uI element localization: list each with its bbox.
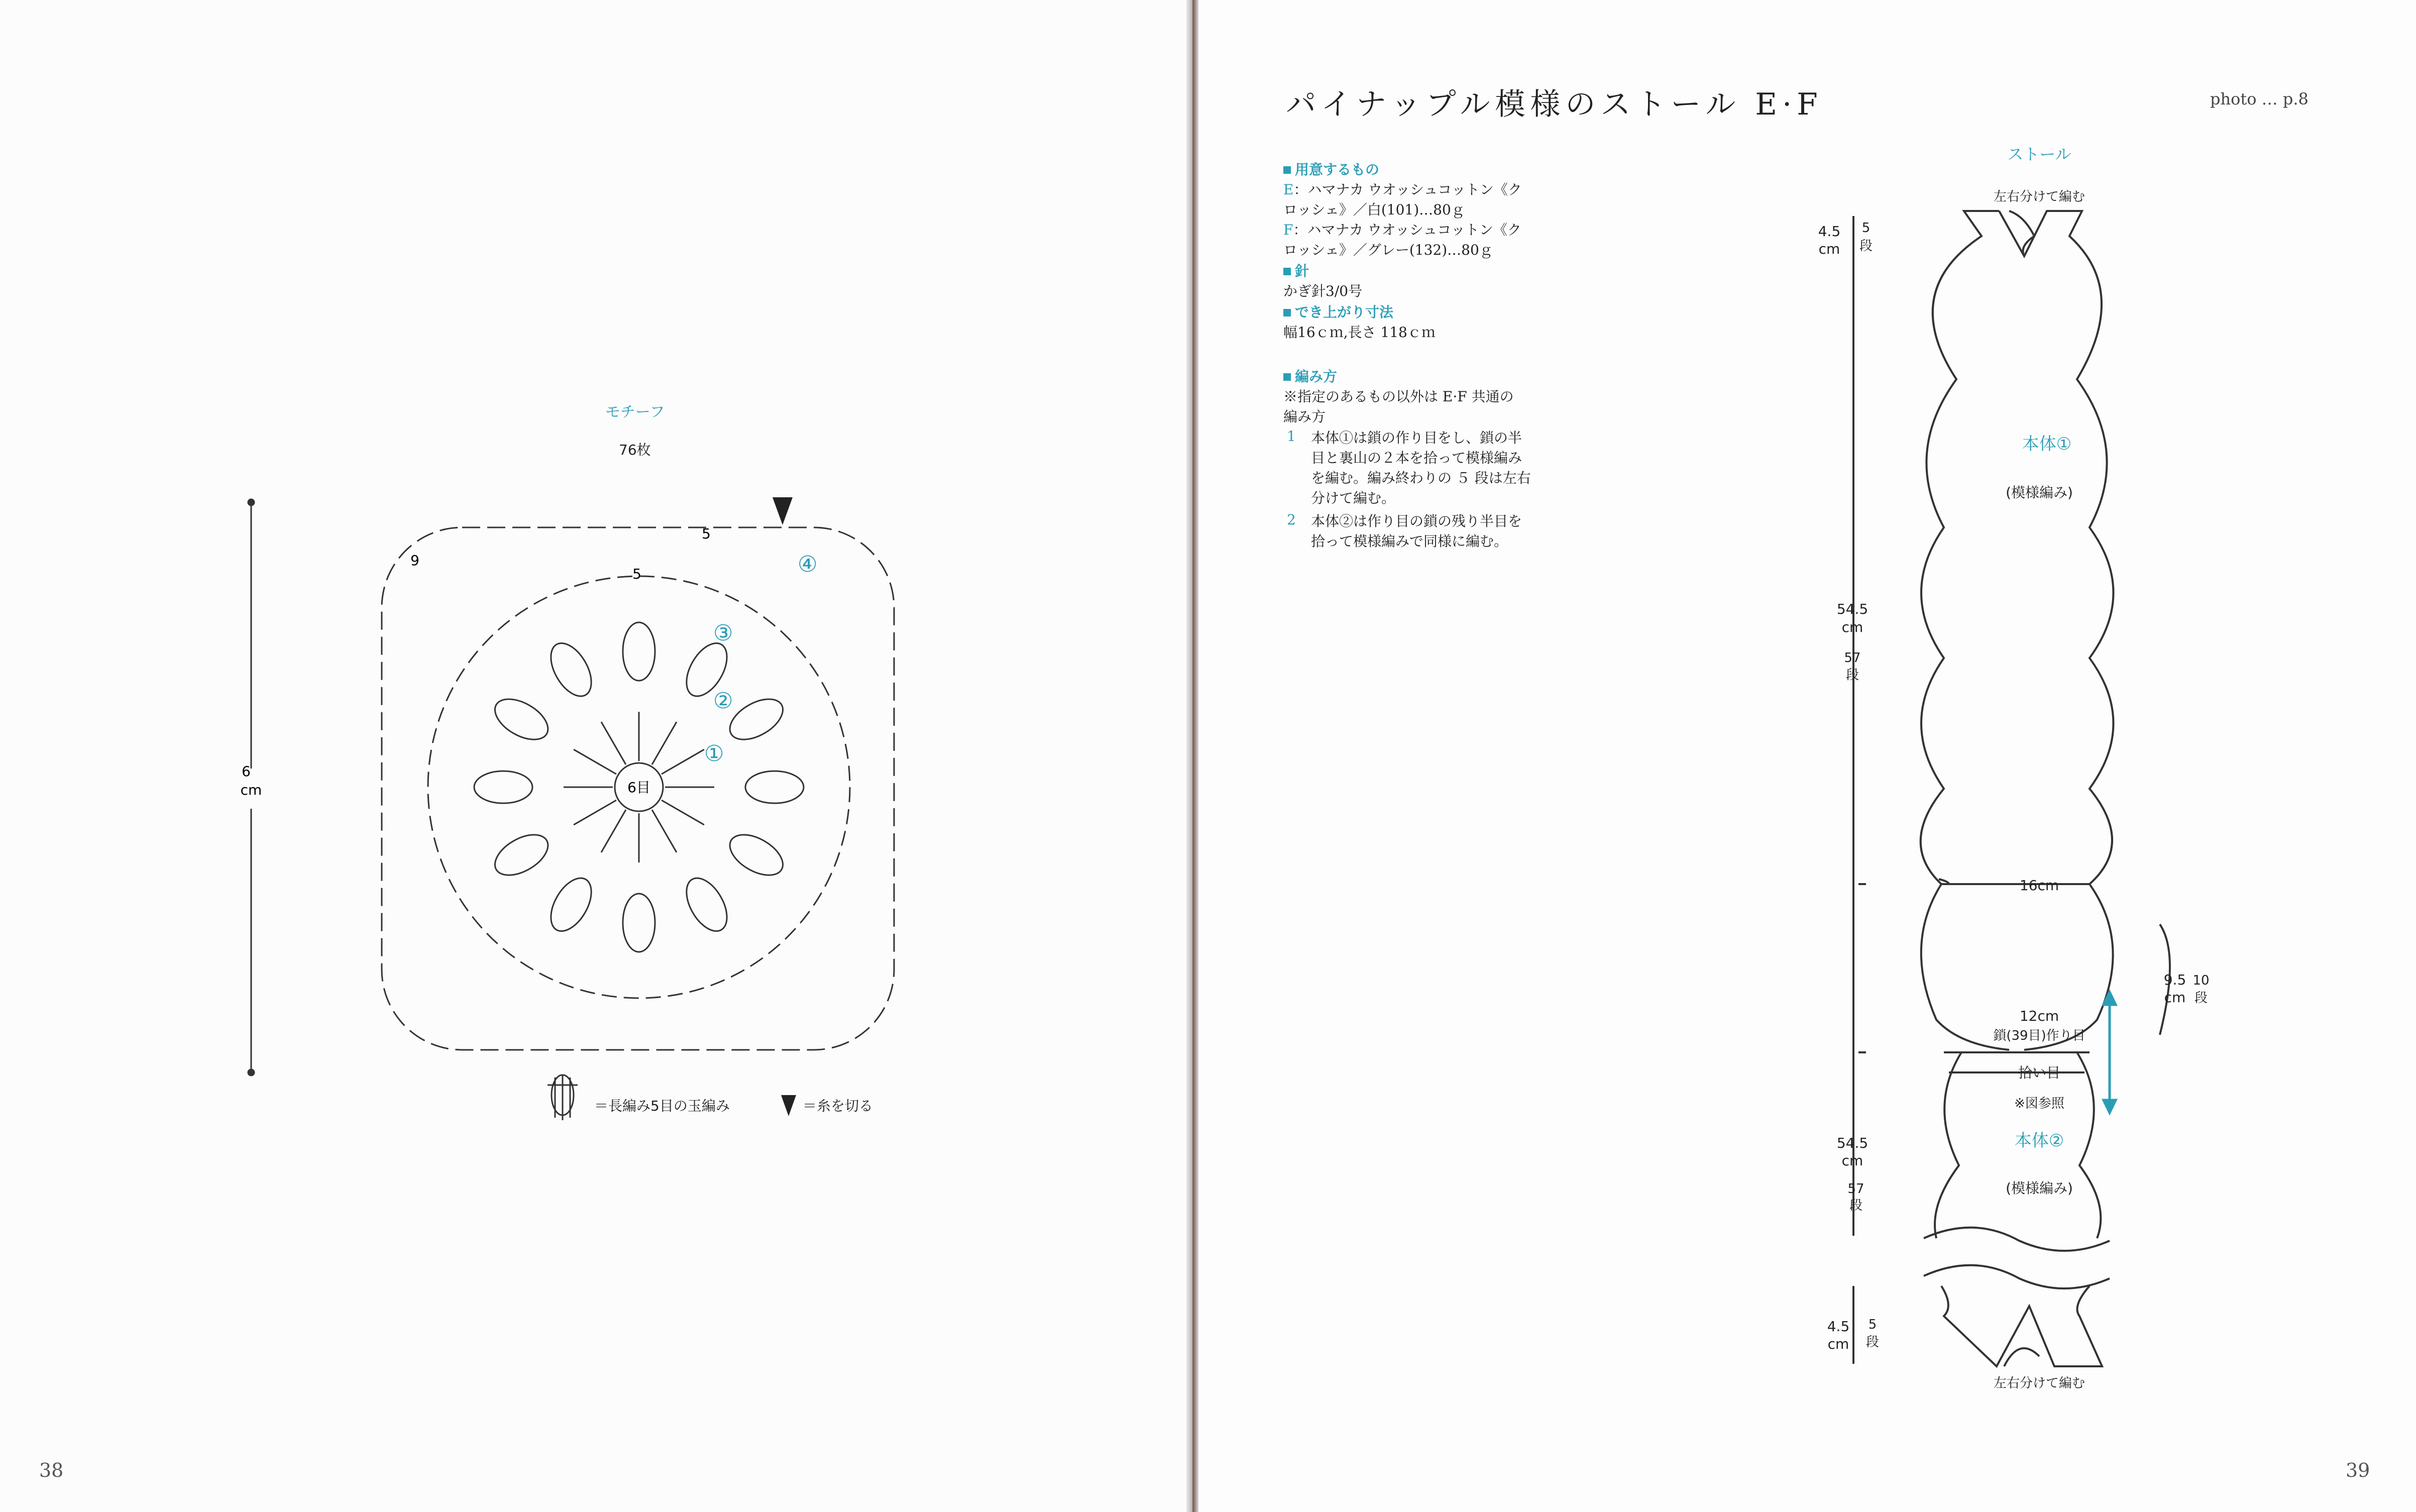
body1-label: 本体① [2022, 434, 2072, 454]
material-e-text: ：ハマナカ ウオッシュコットン《ク [1293, 181, 1522, 198]
body2-pattern: (模様編み) [2006, 1180, 2073, 1197]
page-number-right: 39 [2346, 1459, 2370, 1481]
center-stitch-count: 6目 [627, 779, 650, 796]
top-split-label: 左右分けて編む [1993, 189, 2085, 204]
round-marker-3: ③ [713, 620, 733, 646]
stole-bottom-outline [1941, 1286, 2102, 1366]
top-dim-rows: 5 [1861, 221, 1871, 236]
top-dim-rows-unit: 段 [1859, 239, 1873, 254]
method-note-1: ※指定のあるもの以外は E·F 共通の [1283, 388, 1514, 405]
bottom-dim-rows-unit: 段 [1865, 1335, 1880, 1350]
size-heading-text: でき上がり寸法 [1295, 304, 1394, 320]
stole-break-wave [1924, 1228, 2110, 1251]
bottom-dim-value: 4.5 [1827, 1318, 1850, 1335]
title-text: パイナップル模様のストール [1286, 87, 1741, 122]
step-2-number: 2 [1287, 511, 1296, 528]
materials-line-2: ロッシェ》／白(101)…80ｇ [1283, 201, 1465, 218]
material-e-key: E [1283, 181, 1294, 198]
materials-line-4: ロッシェ》／グレー(132)…80ｇ [1283, 242, 1493, 258]
stole-break-wave-2 [1924, 1265, 2110, 1288]
bottom-dim-unit: cm [1827, 1336, 1849, 1352]
low-dim-rows-unit: 段 [1849, 1198, 1863, 1213]
step-2-line-2: 拾って模様編みで同様に編む。 [1311, 533, 1508, 550]
needle-text: かぎ針3/0号 [1283, 283, 1363, 299]
needle-heading-text: 針 [1295, 263, 1309, 279]
body2-label: 本体② [2014, 1131, 2064, 1151]
round-marker-1: ① [704, 741, 724, 767]
motif-heading: モチーフ [605, 403, 665, 421]
page-number-left: 38 [39, 1459, 64, 1481]
top-dim-unit: cm [1818, 241, 1840, 257]
round-marker-4: ④ [798, 552, 818, 577]
body1-pattern: (模様編み) [2006, 484, 2073, 501]
title-suffix: E·F [1755, 87, 1823, 122]
legend-cut-text: ＝糸を切る [803, 1098, 873, 1114]
top-chain-count-inner: 5 [632, 566, 641, 582]
material-f-key: F [1283, 222, 1293, 238]
mid-dim-rows-unit: 段 [1845, 668, 1859, 683]
repeat-dim-value: 9.5 [2163, 971, 2186, 988]
low-dim-unit: cm [1841, 1152, 1863, 1169]
corner-chain-count: 9 [410, 552, 419, 569]
top-chain-count-outer: 5 [702, 525, 711, 542]
stole-body-1-outline [1921, 211, 2114, 884]
step-1-line-4: 分けて編む。 [1311, 490, 1396, 506]
bottom-split-label: 左右分けて編む [1993, 1376, 2085, 1391]
dimension-unit: cm [240, 782, 262, 798]
low-dim-rows: 57 [1847, 1181, 1864, 1197]
step-1-line-2: 目と裏山の２本を拾って模様編み [1311, 450, 1522, 466]
bottom-dim-rows: 5 [1868, 1317, 1877, 1332]
mid-dim-value: 54.5 [1836, 601, 1869, 617]
diagram-heading: ストール [2007, 145, 2071, 164]
low-dim-value: 54.5 [1836, 1135, 1869, 1151]
chain-width-label: 12cm [2019, 1008, 2059, 1024]
dimension-value: 6 [242, 763, 251, 780]
chain-label: 鎖(39目)作り目 [1993, 1028, 2085, 1043]
repeat-dim-rows: 10 [2192, 973, 2210, 988]
stole-repeat-outline [1921, 884, 2113, 1050]
top-dim-value: 4.5 [1818, 223, 1841, 240]
repeat-dim-rows-unit: 段 [2194, 991, 2208, 1006]
step-2-line-1: 本体②は作り目の鎖の残り半目を [1311, 513, 1522, 529]
material-f-text: ：ハマナカ ウオッシュコットン《ク [1293, 222, 1521, 238]
legend-cluster-text: ＝長編み5目の玉編み [594, 1098, 730, 1114]
round-marker-2: ② [713, 688, 733, 714]
photo-reference: photo … p.8 [2210, 89, 2309, 109]
mid-dim-rows: 57 [1844, 651, 1861, 666]
size-text: 幅16ｃｍ,長さ 118ｃｍ [1283, 324, 1436, 341]
motif-count: 76枚 [619, 442, 651, 458]
width-label: 16cm [2019, 877, 2059, 894]
materials-heading-text: 用意するもの [1295, 161, 1380, 178]
repeat-dim-unit: cm [2164, 989, 2186, 1006]
step-1-line-1: 本体①は鎖の作り目をし、鎖の半 [1311, 429, 1522, 446]
pick-up-label: 拾い目 [2018, 1064, 2061, 1081]
see-chart-label: ※図参照 [2014, 1096, 2064, 1111]
method-note-2: 編み方 [1283, 408, 1326, 425]
step-1-number: 1 [1287, 428, 1296, 445]
step-1-line-3: を編む。編み終わりの ５ 段は左右 [1311, 470, 1531, 486]
mid-dim-unit: cm [1841, 619, 1863, 635]
method-heading-text: 編み方 [1295, 368, 1338, 385]
